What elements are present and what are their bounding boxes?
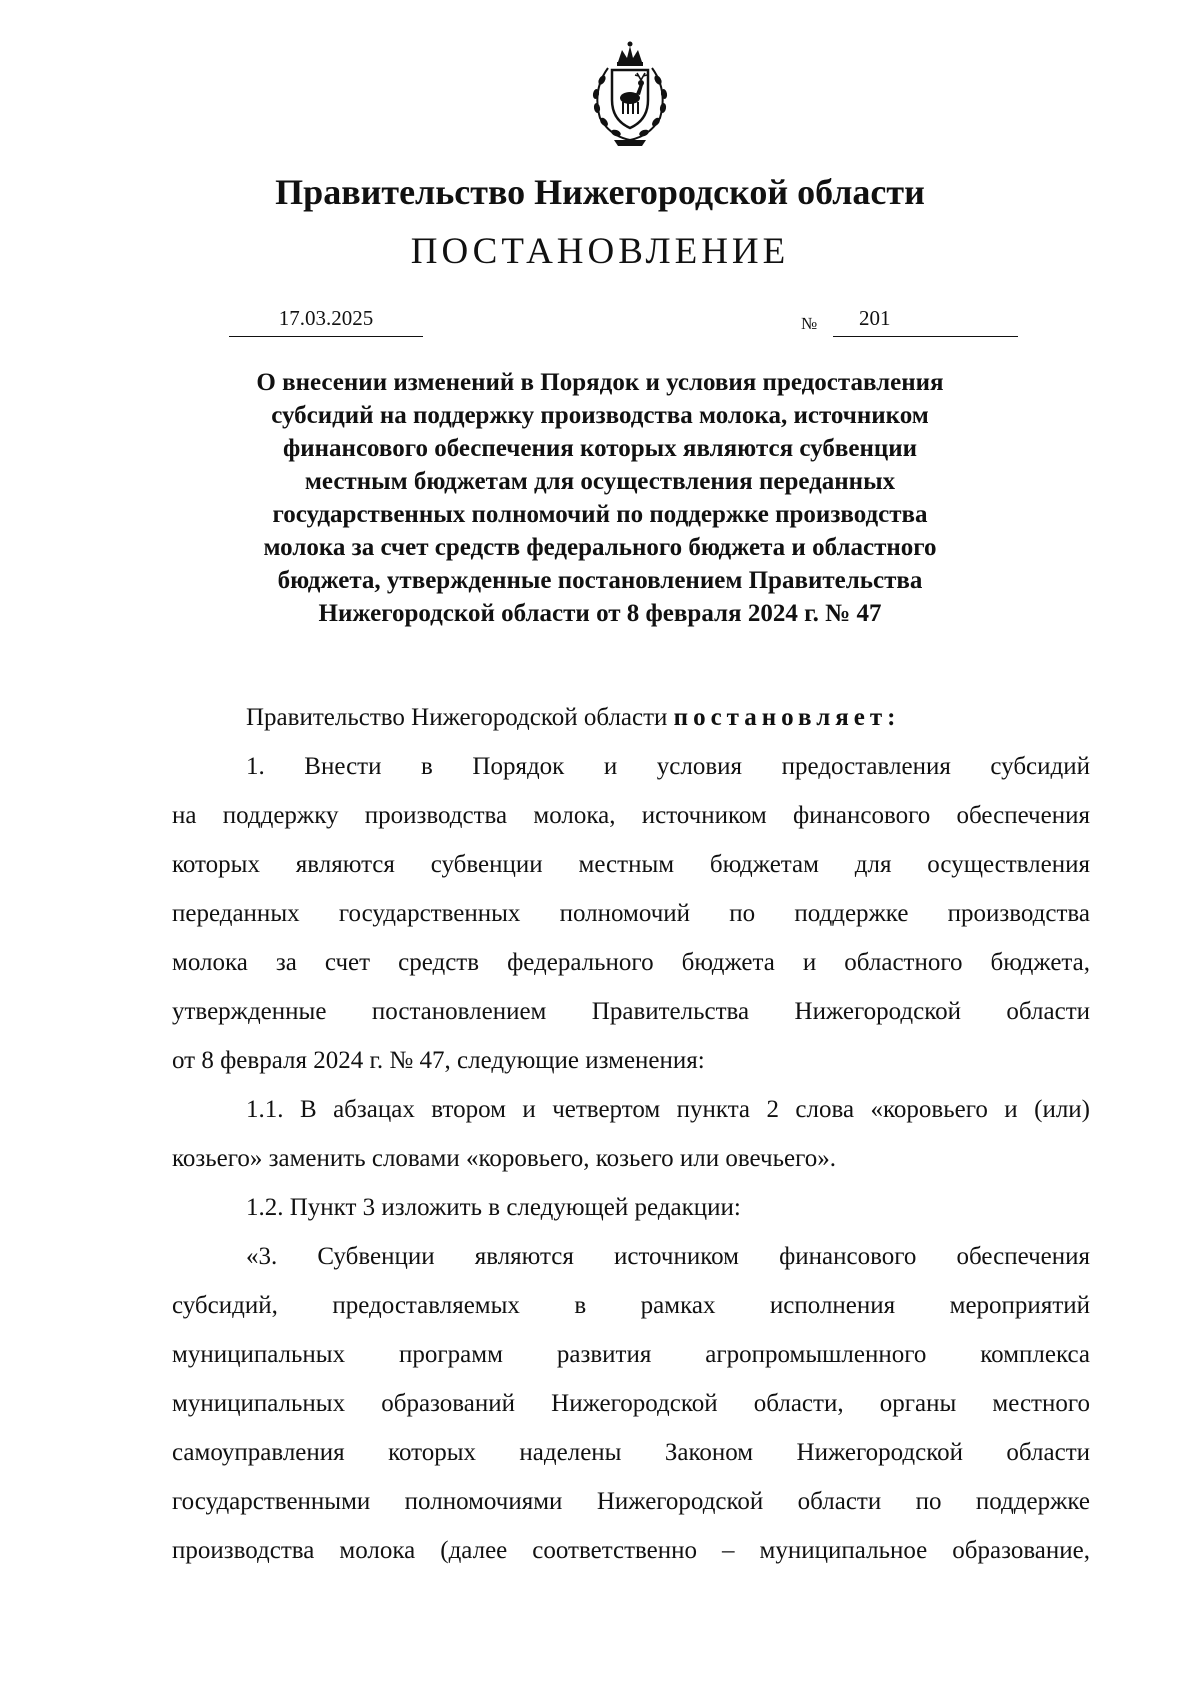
- document-heading: [200, 366, 1000, 630]
- document-body: [172, 693, 1090, 1575]
- body-line: от 8 февраля 2024 г. № 47, следующие изменения:: [172, 1047, 705, 1074]
- preamble-emphasis: постановляет:: [673, 704, 901, 731]
- body-line: переданных государственных полномочий по поддержке производства: [172, 900, 1090, 927]
- body-line: на поддержку производства молока, источником финансового обеспечения: [172, 802, 1090, 829]
- heading-line: молока за счет средств федерального бюджета и областного: [263, 534, 937, 561]
- body-line: 1. Внести в Порядок и условия предоставления субсидий: [246, 753, 1090, 780]
- body-lines: [172, 742, 1090, 1575]
- number-label: №: [801, 314, 818, 333]
- body-line: молока за счет средств федерального бюджета и областного бюджета,: [172, 949, 1090, 976]
- body-line: козьего» заменить словами «коровьего, козьего или овечьего».: [172, 1145, 836, 1172]
- document-number: 201: [859, 306, 891, 330]
- coat-of-arms-icon: [574, 40, 686, 152]
- body-line: которых являются субвенции местным бюджетам для осуществления: [172, 851, 1090, 878]
- body-line: субсидий, предоставляемых в рамках исполнения мероприятий: [172, 1292, 1090, 1319]
- body-line: «3. Субвенции являются источником финансового обеспечения: [246, 1243, 1090, 1270]
- body-line: 1.1. В абзацах втором и четвертом пункта 2 слова «коровьего и (или): [246, 1096, 1090, 1123]
- heading-line: бюджета, утвержденные постановлением Правительства: [277, 567, 923, 594]
- heading-line: государственных полномочий по поддержке производства: [272, 501, 928, 528]
- body-line: производства молока (далее соответственно – муниципальное образование,: [172, 1537, 1090, 1564]
- body-line: государственными полномочиями Нижегородской области по поддержке: [172, 1488, 1090, 1515]
- heading-line: местным бюджетам для осуществления переданных: [304, 468, 896, 495]
- document-number-field: [833, 304, 1018, 337]
- heading-line: субсидий на поддержку производства молока, источником: [271, 402, 929, 429]
- body-line: муниципальных программ развития агропромышленного комплекса: [172, 1341, 1090, 1368]
- document-type: ПОСТАНОВЛЕНИЕ: [410, 231, 790, 272]
- heading-line: Нижегородской области от 8 февраля 2024 г. № 47: [318, 600, 882, 627]
- document-date: 17.03.2025: [229, 304, 423, 337]
- preamble: [172, 693, 1090, 742]
- organization-title: Правительство Нижегородской области: [275, 172, 925, 212]
- body-line: самоуправления которых наделены Законом Нижегородской области: [172, 1439, 1090, 1466]
- heading-line: финансового обеспечения которых являются субвенции: [282, 435, 918, 462]
- body-line: утвержденные постановлением Правительства Нижегородской области: [172, 998, 1090, 1025]
- heading-line: О внесении изменений в Порядок и условия предоставления: [256, 369, 944, 396]
- body-line: 1.2. Пункт 3 изложить в следующей редакции:: [246, 1194, 741, 1221]
- preamble-text: Правительство Нижегородской области: [246, 704, 674, 731]
- body-line: муниципальных образований Нижегородской области, органы местного: [172, 1390, 1090, 1417]
